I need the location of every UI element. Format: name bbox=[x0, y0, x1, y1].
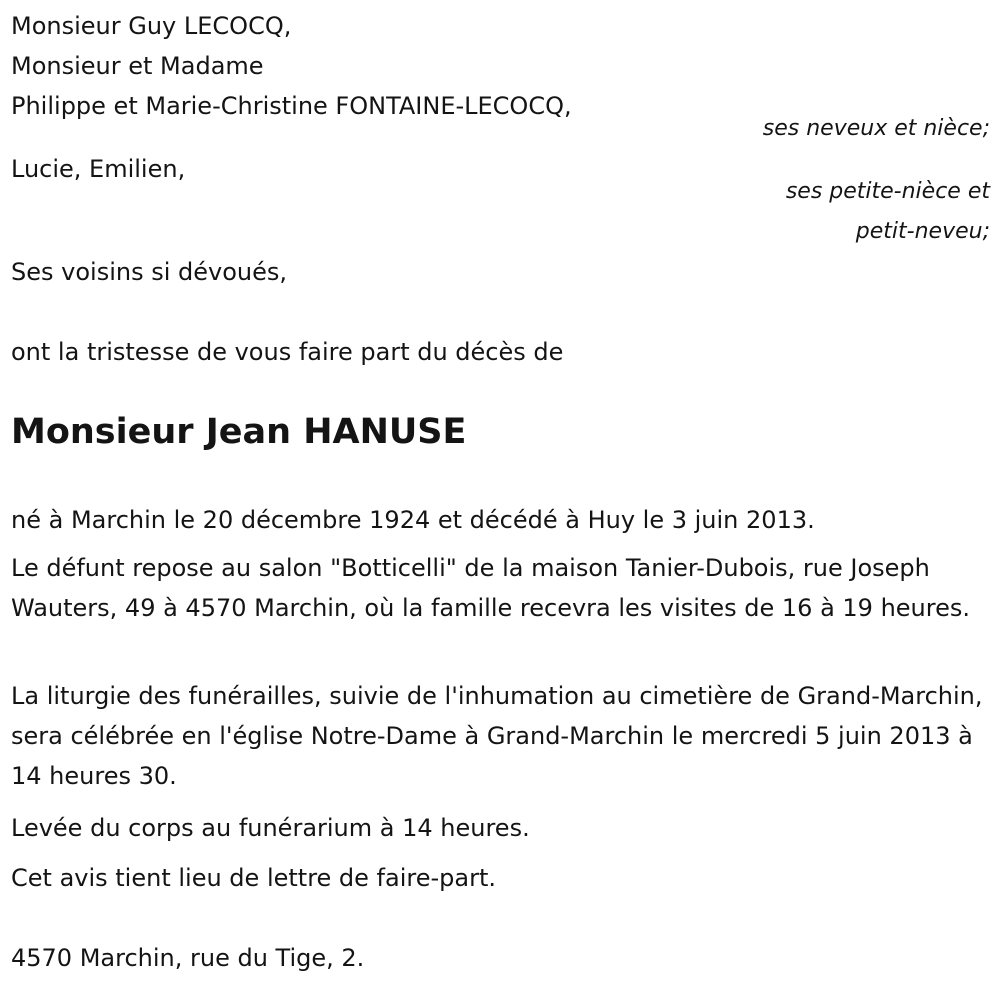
deceased-name: Monsieur Jean HANUSE bbox=[11, 412, 467, 452]
family-line-neighbours: Ses voisins si dévoués, bbox=[11, 258, 287, 286]
family-line-fontaine-lecocq: Philippe et Marie-Christine FONTAINE-LECOCQ, bbox=[11, 92, 572, 120]
family-line-guy-lecocq: Monsieur Guy LECOCQ, bbox=[11, 12, 292, 40]
viewing-details: Le défunt repose au salon "Botticelli" de la maison Tanier-Dubois, rue Joseph Wauters, 49 à 4570 Marchin, où la famille recevra les visites de 16 à 19 heures. bbox=[11, 554, 971, 622]
birth-death-details: né à Marchin le 20 décembre 1924 et décédé à Huy le 3 juin 2013. bbox=[11, 506, 815, 534]
family-line-monsieur-madame: Monsieur et Madame bbox=[11, 52, 264, 80]
funeral-details: La liturgie des funérailles, suivie de l'inhumation au cimetière de Grand-Marchin, sera célébrée en l'église Notre-Dame à Grand-Marchin le mercredi 5 juin 2013 à 14 heures 30. bbox=[11, 682, 983, 790]
notice-text: Cet avis tient lieu de lettre de faire-part. bbox=[11, 864, 496, 892]
family-line-lucie-emilien: Lucie, Emilien, bbox=[11, 155, 186, 183]
announcement-text: ont la tristesse de vous faire part du décès de bbox=[11, 338, 564, 366]
family-address: 4570 Marchin, rue du Tige, 2. bbox=[11, 944, 365, 972]
relation-nephews-niece: ses neveux et nièce; bbox=[762, 116, 990, 141]
relation-grand-nephew: petit-neveu; bbox=[855, 219, 990, 244]
relation-grand-niece: ses petite-nièce et bbox=[785, 179, 990, 204]
procession-details: Levée du corps au funérarium à 14 heures. bbox=[11, 814, 530, 842]
